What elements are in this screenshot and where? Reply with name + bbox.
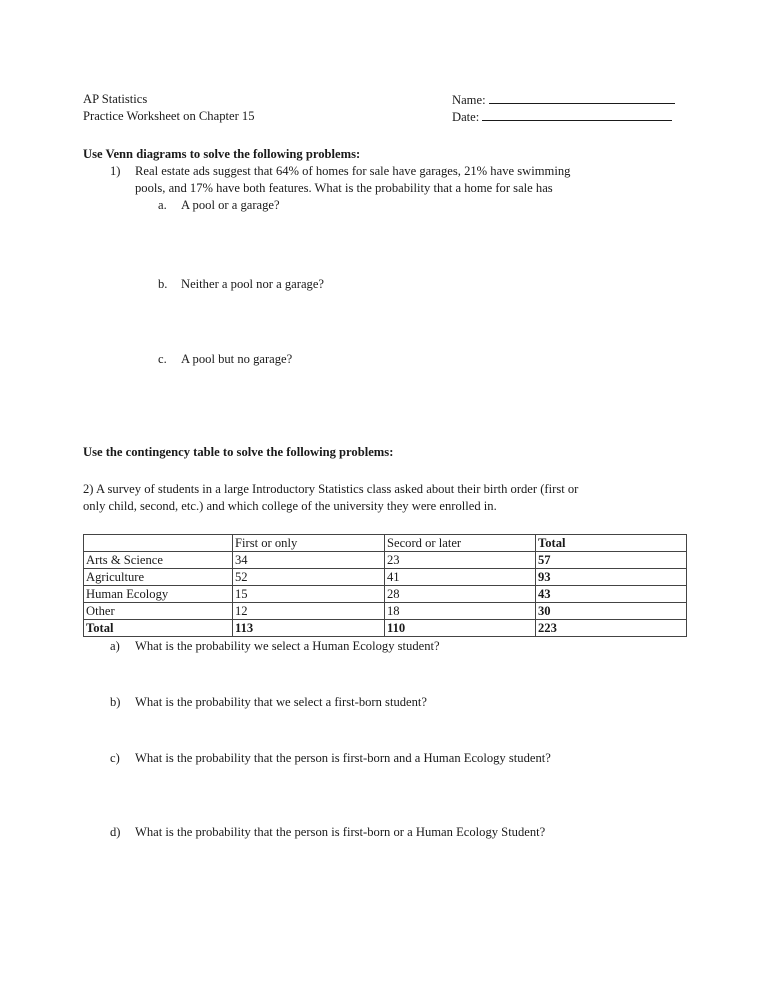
problem1-part-c [158, 351, 292, 368]
section1-heading: Use Venn diagrams to solve the following problems: [83, 147, 361, 161]
table-cell: Arts & Science [84, 552, 233, 569]
problem1-number: 1) [110, 164, 121, 178]
table-header-cell: First or only [233, 535, 385, 552]
part-label: b. [158, 277, 168, 291]
table-header-row [84, 535, 687, 552]
problem1-text-line2: pools, and 17% have both features. What is the probability that a home for sale has [135, 181, 553, 195]
question-a [110, 638, 440, 655]
table-header-cell: Total [536, 535, 687, 552]
course-title: AP Statistics [83, 92, 148, 106]
table-cell: Total [84, 620, 233, 637]
table-row [84, 552, 687, 569]
part-text: Neither a pool nor a garage? [181, 277, 325, 291]
question-text: What is the probability we select a Human Ecology student? [135, 639, 440, 653]
table-cell: 52 [233, 569, 385, 586]
question-b [110, 694, 427, 711]
part-text: A pool or a garage? [181, 198, 280, 212]
table-cell: 28 [385, 586, 536, 603]
contingency-table [83, 534, 687, 637]
question-text: What is the probability that we select a first-born student? [135, 695, 428, 709]
table-row [84, 569, 687, 586]
part-label: a. [158, 198, 167, 212]
table-cell: 41 [385, 569, 536, 586]
date-label: Date: [452, 110, 480, 124]
worksheet-title: Practice Worksheet on Chapter 15 [83, 109, 255, 123]
table-cell: 18 [385, 603, 536, 620]
table-header-cell: Secord or later [385, 535, 536, 552]
table-header-cell [84, 535, 233, 552]
date-field[interactable] [452, 108, 672, 126]
part-label: c. [158, 352, 167, 366]
table-cell: 113 [233, 620, 385, 637]
section2-heading: Use the contingency table to solve the following problems: [83, 445, 394, 459]
table-cell: 223 [536, 620, 687, 637]
table-row [84, 603, 687, 620]
name-field[interactable] [452, 91, 675, 109]
table-cell: 57 [536, 552, 687, 569]
table-cell: 15 [233, 586, 385, 603]
table-cell: Other [84, 603, 233, 620]
question-label: a) [110, 639, 120, 653]
problem2-text-line1: 2) A survey of students in a large Introductory Statistics class asked about their birth order (first or [83, 482, 579, 496]
table-cell: 34 [233, 552, 385, 569]
question-c [110, 750, 551, 767]
problem1-part-a [158, 197, 280, 214]
problem2-text-line2: only child, second, etc.) and which college of the university they were enrolled in. [83, 499, 497, 513]
name-label: Name: [452, 93, 486, 107]
table-cell: Agriculture [84, 569, 233, 586]
table-cell: 93 [536, 569, 687, 586]
table-cell: 23 [385, 552, 536, 569]
table-total-row [84, 620, 687, 637]
table-cell: 30 [536, 603, 687, 620]
table-cell: 12 [233, 603, 385, 620]
table-cell: Human Ecology [84, 586, 233, 603]
problem1-part-b [158, 276, 324, 293]
problem1-text-line1: Real estate ads suggest that 64% of homes for sale have garages, 21% have swimming [135, 164, 571, 178]
table-cell: 43 [536, 586, 687, 603]
question-text: What is the probability that the person is first-born or a Human Ecology Student? [135, 825, 546, 839]
table-row [84, 586, 687, 603]
date-blank[interactable] [482, 108, 672, 121]
question-label: d) [110, 825, 121, 839]
question-label: b) [110, 695, 121, 709]
table-cell: 110 [385, 620, 536, 637]
name-blank[interactable] [489, 91, 675, 104]
part-text: A pool but no garage? [181, 352, 293, 366]
question-text: What is the probability that the person is first-born and a Human Ecology student? [135, 751, 551, 765]
question-d [110, 824, 545, 841]
question-label: c) [110, 751, 120, 765]
